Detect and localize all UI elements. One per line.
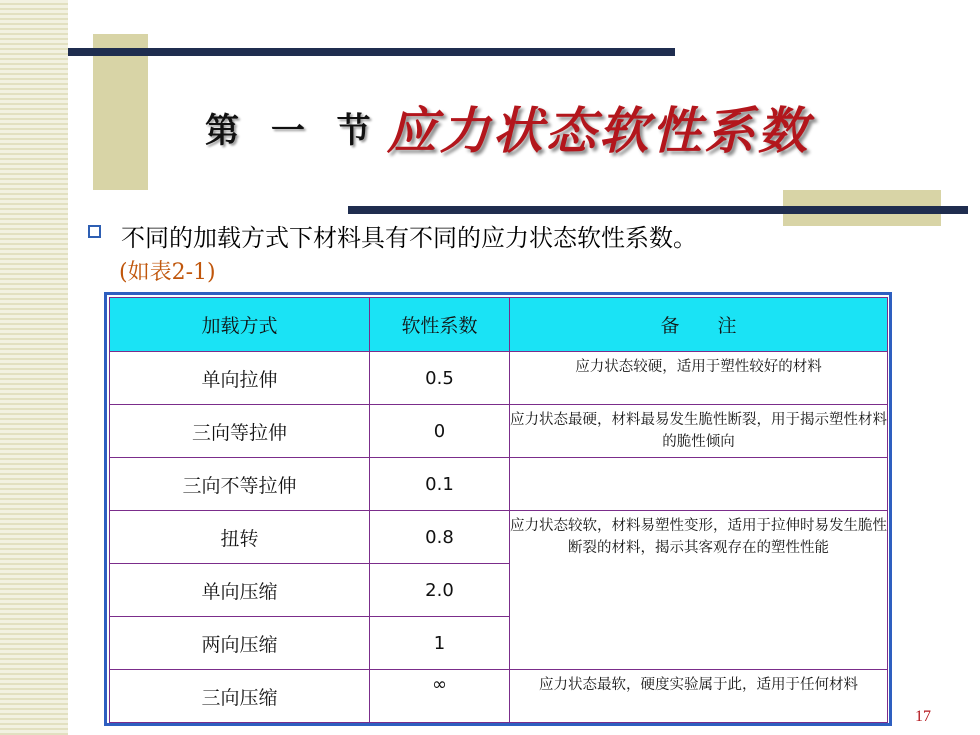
title-prefix: 第 一 节 (205, 110, 381, 151)
title-accent-block (93, 34, 148, 190)
cell-note (510, 458, 888, 511)
cell-method: 单向压缩 (110, 564, 370, 617)
cell-method: 三向不等拉伸 (110, 458, 370, 511)
header-method: 加载方式 (110, 298, 370, 352)
bullet-text: 不同的加载方式下材料具有不同的应力状态软性系数。 (121, 224, 697, 252)
square-bullet-icon (88, 225, 101, 238)
cell-coefficient: ∞ (370, 670, 510, 723)
page-number: 17 (915, 708, 931, 725)
header-note: 备 注 (510, 298, 888, 352)
table-reference: (如表2-1) (119, 260, 216, 285)
cell-note: 应力状态较硬，适用于塑性较好的材料 (510, 352, 888, 405)
cell-note: 应力状态最软，硬度实验属于此，适用于任何材料 (510, 670, 888, 723)
table-header-row (110, 298, 888, 352)
cell-coefficient: 2.0 (370, 564, 510, 617)
table-row (110, 458, 888, 511)
cell-coefficient: 0.5 (370, 352, 510, 405)
header-coefficient: 软性系数 (370, 298, 510, 352)
cell-method: 扭转 (110, 511, 370, 564)
cell-note: 应力状态最硬，材料最易发生脆性断裂，用于揭示塑性材料的脆性倾向 (510, 405, 888, 458)
cell-method: 三向等拉伸 (110, 405, 370, 458)
left-stripe-decoration (0, 0, 70, 735)
cell-note: 应力状态较软，材料易塑性变形，适用于拉伸时易发生脆性断裂的材料，揭示其客观存在的塑性性能 (510, 511, 888, 670)
cell-method: 单向拉伸 (110, 352, 370, 405)
cell-coefficient: 0.8 (370, 511, 510, 564)
table-row (110, 352, 888, 405)
cell-method: 两向压缩 (110, 617, 370, 670)
title-main: 应力状态软性系数 (386, 101, 811, 160)
cell-coefficient: 1 (370, 617, 510, 670)
bottom-divider-rule (348, 206, 968, 214)
coefficient-table (104, 292, 892, 726)
cell-coefficient: 0 (370, 405, 510, 458)
cell-method: 三向压缩 (110, 670, 370, 723)
table-row (110, 405, 888, 458)
slide-title (205, 92, 811, 162)
top-divider-rule (68, 48, 675, 56)
table-row (110, 511, 888, 564)
cell-coefficient: 0.1 (370, 458, 510, 511)
table-row (110, 670, 888, 723)
